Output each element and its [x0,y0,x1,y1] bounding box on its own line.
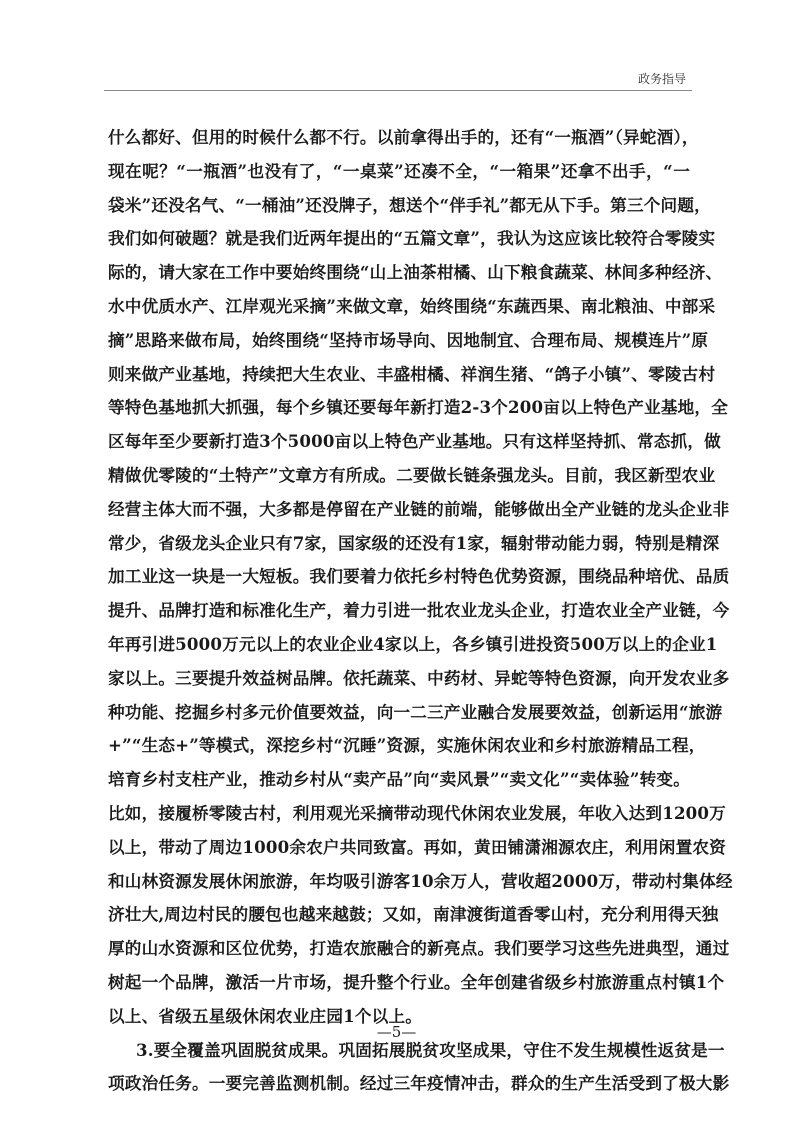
text-line: 则来做产业基地，持续把大生农业、丰盛柑橘、祥润生猪、“鸽子小镇”、零陵古村 [108,363,716,384]
text-line: 常少，省级龙头企业只有7家，国家级的还没有1家，辐射带动能力弱，特别是精深 [108,532,720,553]
text-line: 现在呢？“一瓶酒”也没有了，“一桌菜”还凑不全，“一箱果”还拿不出手，“一 [108,160,690,181]
text-line: 以上、省级五星级休闲农业庄园1个以上。 [108,1005,423,1026]
page-header [104,68,692,91]
text-line: 袋米”还没名气、“一桶油”还没牌子，想送个“伴手礼”都无从下手。第三个问题， [108,194,711,215]
text-line: +”“生态+”等模式，深挖乡村“沉睡”资源，实施休闲农业和乡村旅游精品工程， [108,735,706,756]
text-line: 培育乡村支柱产业，推动乡村从“卖产品”向“卖风景”“卖文化”“卖体验”转变。 [108,769,690,790]
text-line: 种功能、挖掘乡村多元价值要效益，向一二三产业融合发展要效益，创新运用“旅游 [108,701,723,722]
text-line: 比如，接履桥零陵古村，利用观光采摘带动现代休闲农业发展，年收入达到1200万 [108,802,726,823]
text-line: 精做优零陵的“土特产”文章方有所成。二要做长链条强龙头。目前，我区新型农业 [108,464,716,485]
text-line: 区每年至少要新打造3个5000亩以上特色产业基地。只有这样坚持抓、常态抓，做 [108,431,721,452]
text-line: 等特色基地抓大抓强，每个乡镇还要每年新打造2-3个200亩以上特色产业基地，全 [108,397,729,418]
text-line: 什么都好、但用的时候什么都不行。以前拿得出手的，还有“一瓶酒”（异蛇酒）， [108,127,699,147]
text-line: 3.要全覆盖巩固脱贫成果。巩固拓展脱贫攻坚成果，守住不发生规模性返贫是一 [136,1039,725,1060]
text-line: 摘”思路来做布局，始终围绕“坚持市场导向、因地制宜、合理布局、规模连片”原 [108,329,709,350]
text-line: 厚的山水资源和区位优势，打造农旅融合的新亮点。我们要学习这些先进典型，通过 [108,938,730,959]
text-line: 加工业这一块是一大短板。我们要着力依托乡村特色优势资源，围绕品种培优、品质 [108,566,730,587]
text-line: 我们如何破题？就是我们近两年提出的“五篇文章”，我认为这应该比较符合零陵实 [108,228,716,249]
text-line: 和山林资源发展休闲旅游，年均吸引游客10余万人，营收超2000万，带动村集体经 [108,870,733,891]
text-line: 提升、品牌打造和标准化生产，着力引进一批农业龙头企业，打造农业全产业链，今 [108,600,730,621]
header-title: 政务指导 [637,72,686,86]
text-line: 济壮大,周边村民的腰包也越来越鼓；又如，南津渡街道香零山村，充分利用得天独 [108,904,719,925]
text-line: 以上，带动了周边1000余农户共同致富。再如，黄田铺潇湘源农庄，利用闲置农资 [108,836,726,857]
text-line: 经营主体大而不强，大多都是停留在产业链的前端，能够做出全产业链的龙头企业非 [108,498,730,519]
text-line: 项政治任务。一要完善监测机制。经过三年疫情冲击，群众的生产生活受到了极大影 [108,1073,730,1094]
text-line: 年再引进5000万元以上的农业企业4家以上，各乡镇引进投资500万以上的企业1 [108,633,718,654]
page-number: —5— [376,1023,417,1041]
text-line: 际的，请大家在工作中要始终围绕“山上油茶柑橘、山下粮食蔬菜、林间多种经济、 [108,262,723,283]
body-text [108,121,733,1101]
text-line: 水中优质水产、江岸观光采摘”来做文章，始终围绕“东蔬西果、南北粮油、中部采 [108,295,716,316]
text-line: 家以上。三要提升效益树品牌。依托蔬菜、中药材、异蛇等特色资源，向开发农业多 [108,667,730,688]
text-line: 树起一个品牌，激活一片市场，提升整个行业。全年创建省级乡村旅游重点村镇1个 [108,971,725,992]
